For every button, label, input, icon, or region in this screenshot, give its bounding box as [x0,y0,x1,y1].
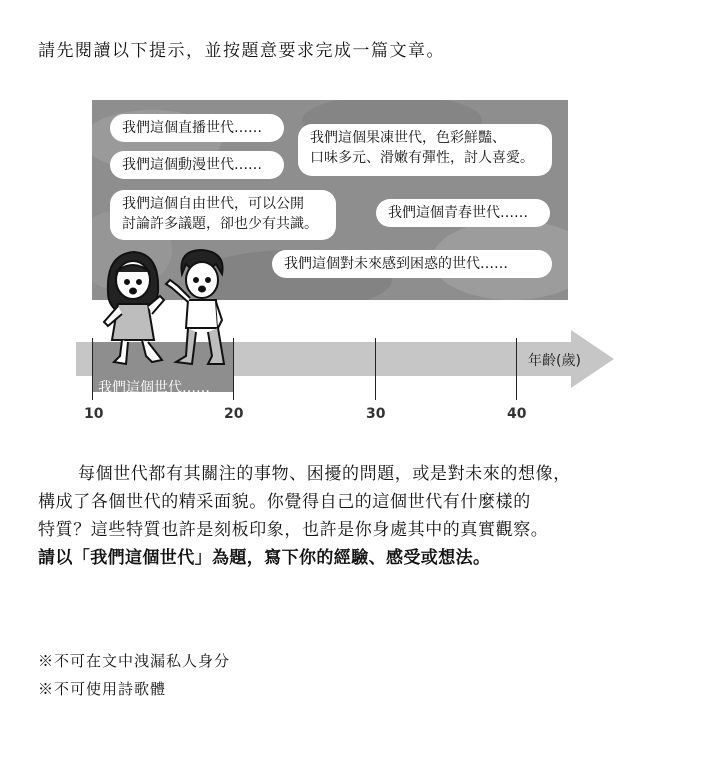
intro-text: 請先閱讀以下提示，並按題意要求完成一篇文章。 [38,41,445,61]
bubble-anime: 我們這個動漫世代…… [110,151,284,179]
axis-label: 年齡(歲) [528,353,581,369]
bubble-jelly-line1: 我們這個果凍世代，色彩鮮豔、 [310,130,506,146]
bubble-live: 我們這個直播世代…… [110,114,284,142]
bubble-free [110,190,336,240]
tick-line-30 [375,338,376,400]
tick-line-10 [92,338,93,400]
students-illustration [96,244,236,374]
tick-label-30: 30 [366,406,386,422]
tick-label-40: 40 [507,406,527,422]
bubble-free-line2: 討論許多議題，卻也少有共識。 [122,216,318,232]
bubble-free-line1: 我們這個自由世代，可以公開 [122,196,304,212]
tick-label-10: 10 [84,406,104,422]
tick-label-20: 20 [224,406,244,422]
body-line-2: 構成了各個世代的精采面貌。你覺得自己的這個世代有什麼樣的 [38,492,531,512]
body-line-3: 特質？這些特質也許是刻板印象，也許是你身處其中的真實觀察。 [38,520,549,540]
bubble-confused: 我們這個對未來感到困惑的世代…… [272,250,552,278]
bubble-jelly-line2: 口味多元、滑嫩有彈性，討人喜愛。 [310,150,534,166]
body-instruction: 請以「我們這個世代」為題，寫下你的經驗、感受或想法。 [38,548,491,568]
bubble-jelly [298,124,552,176]
note-1: ※不可在文中洩漏私人身分 [38,652,231,670]
body-paragraph [38,460,678,572]
note-2: ※不可使用詩歌體 [38,680,167,698]
generation-label: 我們這個世代…… [98,380,210,396]
bubble-youth: 我們這個青春世代…… [376,199,550,227]
body-line-1: 每個世代都有其關注的事物、困擾的問題，或是對未來的想像， [78,464,571,484]
tick-line-40 [516,338,517,400]
